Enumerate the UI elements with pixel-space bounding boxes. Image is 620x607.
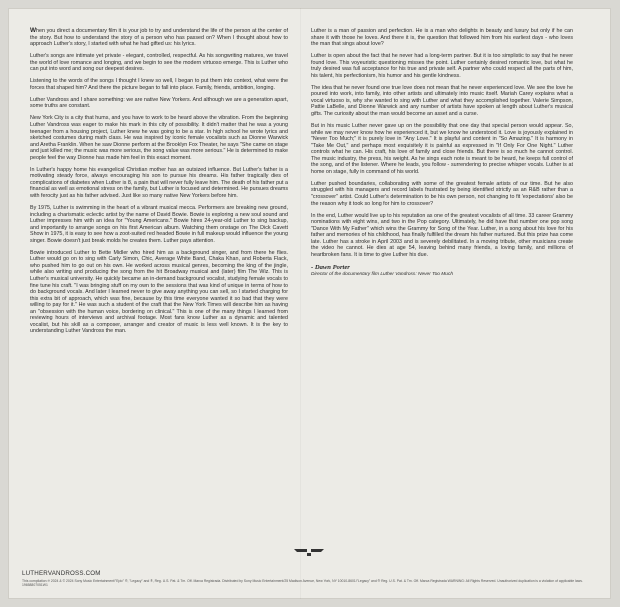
paragraph: Listening to the words of the songs I thought I knew so well, I began to put them into context, what were the forces that shaped him? And there the picture began to fall into place. Family, friends, ambition, longing.: [30, 78, 288, 91]
paragraph: When you direct a documentary film it is your job to try and understand the life of the person at the center of the story. But how to understand the story of a person who has passed on? When I thought about how to approach Luther's story, I started with what he had gifted us: his lyrics.: [30, 27, 288, 48]
paragraph: But in his music Luther never gave up on the possibility that one day that special person would appear. So, while we may never know how he experienced it, but we know he understood it. Love is joyously explained in "Never Too Much;" it is purely love in "Any Love." It is playful and content in "So Amazing." It is harmony in "Take Me Out," and perhaps most exquisitely it is painful as expressed in "If Only For One Night." Luther controls what he can. His craft, his love of family and close friends. But there is so much he cannot control. The music industry, the press, his weight. As he sings each note is meant to be heard, he keeps full control of the song, and of the listener. Where he leads, you follow - surrendering to precise whisper vocals. Luther is at home on stage, fully in command of his world.: [311, 123, 573, 175]
left-column: [30, 28, 288, 340]
paragraph: Luther is a man of passion and perfection. He is a man who delights in beauty and luxury but only if he can share it with those he loves. And there it is, the question that followed him from his earliest days - who loves the man that sings about love?: [311, 28, 573, 48]
fold-crease: [300, 8, 301, 599]
paragraph: Luther is open about the fact that he never had a long-term partner. But it is too simplistic to say that he never found love. This voyeuristic questioning misses the point. Luther certainly desired romantic love, but what he truly desired was full acceptance for his true and private self. A partner who could respect all the parts of him, his talent, his perfectionism, his humor and his gentle kindness.: [311, 53, 573, 79]
paragraph: New York City is a city that hums, and you have to work to be heard above the vibration. From the beginning Luther Vandross was eager to make his mark in this city of possibility. It didn't matter that he was a young teenager from a housing project, Luther knew he was going to be a star. In high school he wrote lyrics and sketched costumes during math class. He was inspired by iconic female vocalists such as Dionne Warwick and Aretha Franklin. When he saw Dionne perform at the Brooklyn Fox Theater, he says "She came on stage and just killed me; the music was more serious, the song value was more serious." He is determined to make people feel the way Dionne has made him feel in this exact moment.: [30, 115, 288, 161]
lv-logo: [292, 548, 326, 557]
paragraph: Luther pushed boundaries, collaborating with some of the greatest female artists of our time. But he also struggled with his managers and record labels frustrated by being identified strictly as an R&B rather than a "crossover" artist. Could Luther's determination to be his own person, not changing to fit 'expectations' also be the reason why it took so long for him to crossover?: [311, 180, 573, 207]
right-column: [311, 28, 573, 278]
signature-block: [311, 264, 573, 278]
paragraph: The idea that he never found one true love does not mean that he never experienced love. We see the love he poured into work, into family, into other artists and ultimately into music itself. Mariah Carey explains what a vocal virtuoso is, why she wanted to sing with Luther and what they accomplished together. Valerie Simpson, Pattie LaBelle, and Dionne Warwick and any number of artists have spoken at length about Luther's musical gifts. The curiosity about the man would become an asset and a curse.: [311, 84, 573, 118]
paragraph: In the end, Luther would live up to his reputation as one of the greatest vocalists of all time. 33 career Grammy nominations with eight wins, and two in the Pop category. Ultimately, he did have that number one pop song "Dance With My Father" which wins the Grammy for Song of the Year. Luther, in a song about his love for his father and memories of his childhood, has finally fulfilled the dream his father nurtured. But this prize has come late. Luther has a stroke in April 2003 and is severely debilitated. In a moving tribute, other musicians create the video he cannot. He dies at age 54, leaving behind many friends, a loving family, and millions of heartbroken fans. It is time to give Luther his due.: [311, 212, 573, 258]
legal-text: This compilation ℗ 2024 & © 2024 Sony Music Entertainment/"Epic" ®, "Legacy" and ®, Reg. U.S. Pat. & Tm. Off. Marca Registrada. Distributed by Sony Music Entertainment/25 Madison Avenue, New York, NY 10010-8601/"Legacy" and ® Reg. U.S. Pat. & Tm. Off. Marca Registrada WARNING: All Rights Reserved. Unauthorized duplication is a violation of applicable laws. 19658807051W1: [22, 579, 583, 587]
paragraph: Bowie introduced Luther to Bette Midler who hired him as a background singer, and from there he flies. Luther would go on to sing with Carly Simon, Chic, Average White Band, Chaka Khan, and Roberta Flack, who pushed him to go out on his own. He worked across musical genres, becoming the king of the jingle, while also writing and producing the song from the hit Broadway musical and (later) film The Wiz. This is Luther's musical university. He quickly became an in-demand background vocalist, studying female vocals to fine tune his craft. "I was bringing stuff on my own to the sessions that was kind of unique in terms of how to do background vocals. And later I learned never to give away anything you can sell, so I started charging for this extra bit of approach, which was fine, because by this time everyone wanted it so bad that they were willing to pay for it." He was such a student of the craft that the New York Times will describe him as having an "obsession with the human voice, bordering on clinical." This is one of the many things I learned from reviewing hours of interviews and archival footage. Most fans know Luther as a dynamic and talented vocalist, but his skill as a composer, arranger and creator of music is less well known. It is the key to understanding Luther Vandross the man.: [30, 249, 288, 335]
paragraph: In Luther's happy home his evangelical Christian mother has an outsized influence. But Luther's father is a motivating steady force, always encouraging his son to pursue his dreams. His father tragically dies of complications of diabetes when Luther is 8, a pain that will never fully leave him. The death of his father put a financial as well as emotional stress on the family, but Luther is focused and determined. He pursues dreams with ferocity just as his father advised. Just like so many native New Yorkers before him.: [30, 166, 288, 199]
website-link[interactable]: LUTHERVANDROSS.COM: [22, 570, 101, 577]
signature-title: Director of the documentary film Luther Vandross: Never Too Much: [311, 272, 454, 278]
signature-name: - Dawn Porter: [311, 264, 350, 272]
paragraph: Luther's songs are intimate yet private - elegant, controlled, respectful. As his songwriting matures, we travel the world of love romance and longing, and we begin to see the modern virtuoso emerge. This is Luther who can put into word and song our deepest desires.: [30, 53, 288, 73]
paragraph: By 1975, Luther is swimming in the heart of a vibrant musical mecca. Performers are breaking new ground, including a charismatic eclectic artist by the name of David Bowie. Bowie is exploring a new soul sound and Luther impresses him with an idea for "Young Americans." Bowie hires 24-year-old Luther to sing backup, and importantly to arrange songs on his first American album. Watching them onstage on The Dick Cavett Show in 1975, it is easy to see how a zoot-suited red headed Bowie in full makeup would influence the young singer. Bowie doesn't just break molds he creates them. Luther pays attention.: [30, 205, 288, 244]
paragraph: Luther Vandross and I share something: we are native New Yorkers. And although we are a generation apart, some truths are constant.: [30, 96, 288, 110]
